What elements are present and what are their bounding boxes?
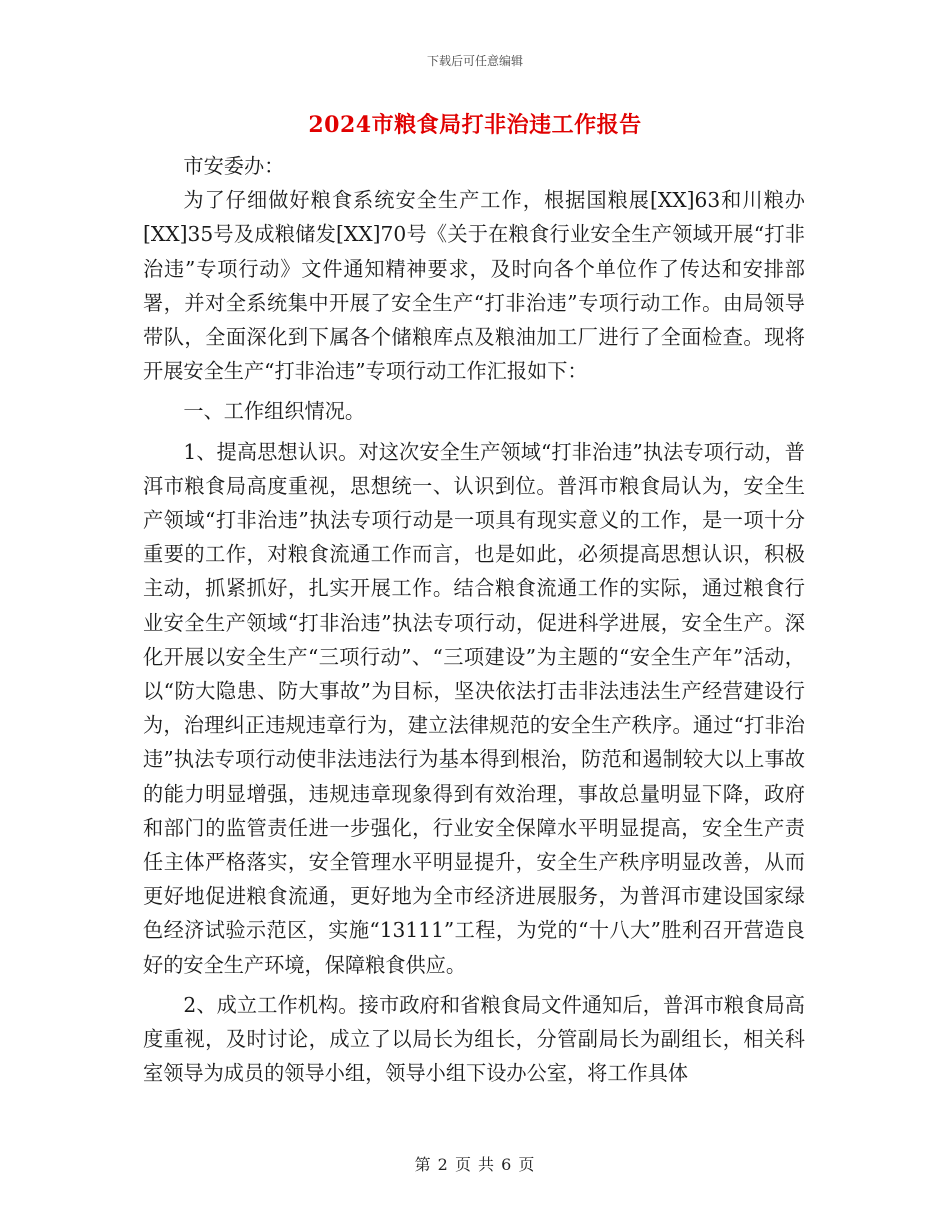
- section-heading: 一、工作组织情况。: [183, 399, 366, 424]
- document-title: 2024市粮食局打非治违工作报告: [308, 112, 642, 138]
- paragraph-organization: 2、成立工作机构。接市政府和省粮食局文件通知后，普洱市粮食局高度重视，及时讨论，成立了以局长为组长，分管副局长为副组长，相关科室领导为成员的领导小组，领导小组下设办公室，将工作具体: [143, 992, 805, 1086]
- paragraph-awareness: 1、提高思想认识。对这次安全生产领域“打非治违”执法专项行动，普洱市粮食局高度重视，思想统一、认识到位。普洱市粮食局认为，安全生产领域“打非治违”执法专项行动是一项具有现实意义的工作，是一项十分重要的工作，对粮食流通工作而言，也是如此，必须提高思想认识，积极主动，抓紧抓好，扎实开展工作。结合粮食流通工作的实际，通过粮食行业安全生产领域“打非治违”执法专项行动，促进科学进展，安全生产。深化开展以安全生产“三项行动”、“三项建设”为主题的“安全生产年”活动，以“防大隐患、防大事故”为目标，坚决依法打击非法违法生产经营建设行为，治理纠正违规违章行为，建立法律规范的安全生产秩序。通过“打非治违”执法专项行动使非法违法行为基本得到根治，防范和遏制较大以上事故的能力明显增强，违规违章现象得到有效治理，事故总量明显下降，政府和部门的监管责任进一步强化，行业安全保障水平明显提高，安全生产责任主体严格落实，安全管理水平明显提升，安全生产秩序明显改善，从而更好地促进粮食流通，更好地为全市经济进展服务，为普洱市建设国家绿色经济试验示范区，实施“13111”工程，为党的“十八大”胜利召开营造良好的安全生产环境，保障粮食供应。: [143, 439, 805, 977]
- document-body: [143, 149, 805, 1090]
- paragraph-intro: 为了仔细做好粮食系统安全生产工作，根据国粮展[XX]63和川粮办[XX]35号及成粮储发[XX]70号《关于在粮食行业安全生产领域开展“打非治违”专项行动》文件通知精神要求，及时向各个单位作了传达和安排部署，并对全系统集中开展了安全生产“打非治违”专项行动工作。由局领导带队，全面深化到下属各个储粮库点及粮油加工厂进行了全面检查。现将开展安全生产“打非治违”专项行动工作汇报如下：: [143, 188, 805, 384]
- page-number-footer: 第 2 页 共 6 页: [414, 1155, 536, 1174]
- page-header-note: 下载后可任意编辑: [426, 54, 523, 68]
- salutation: 市安委办：: [183, 154, 285, 178]
